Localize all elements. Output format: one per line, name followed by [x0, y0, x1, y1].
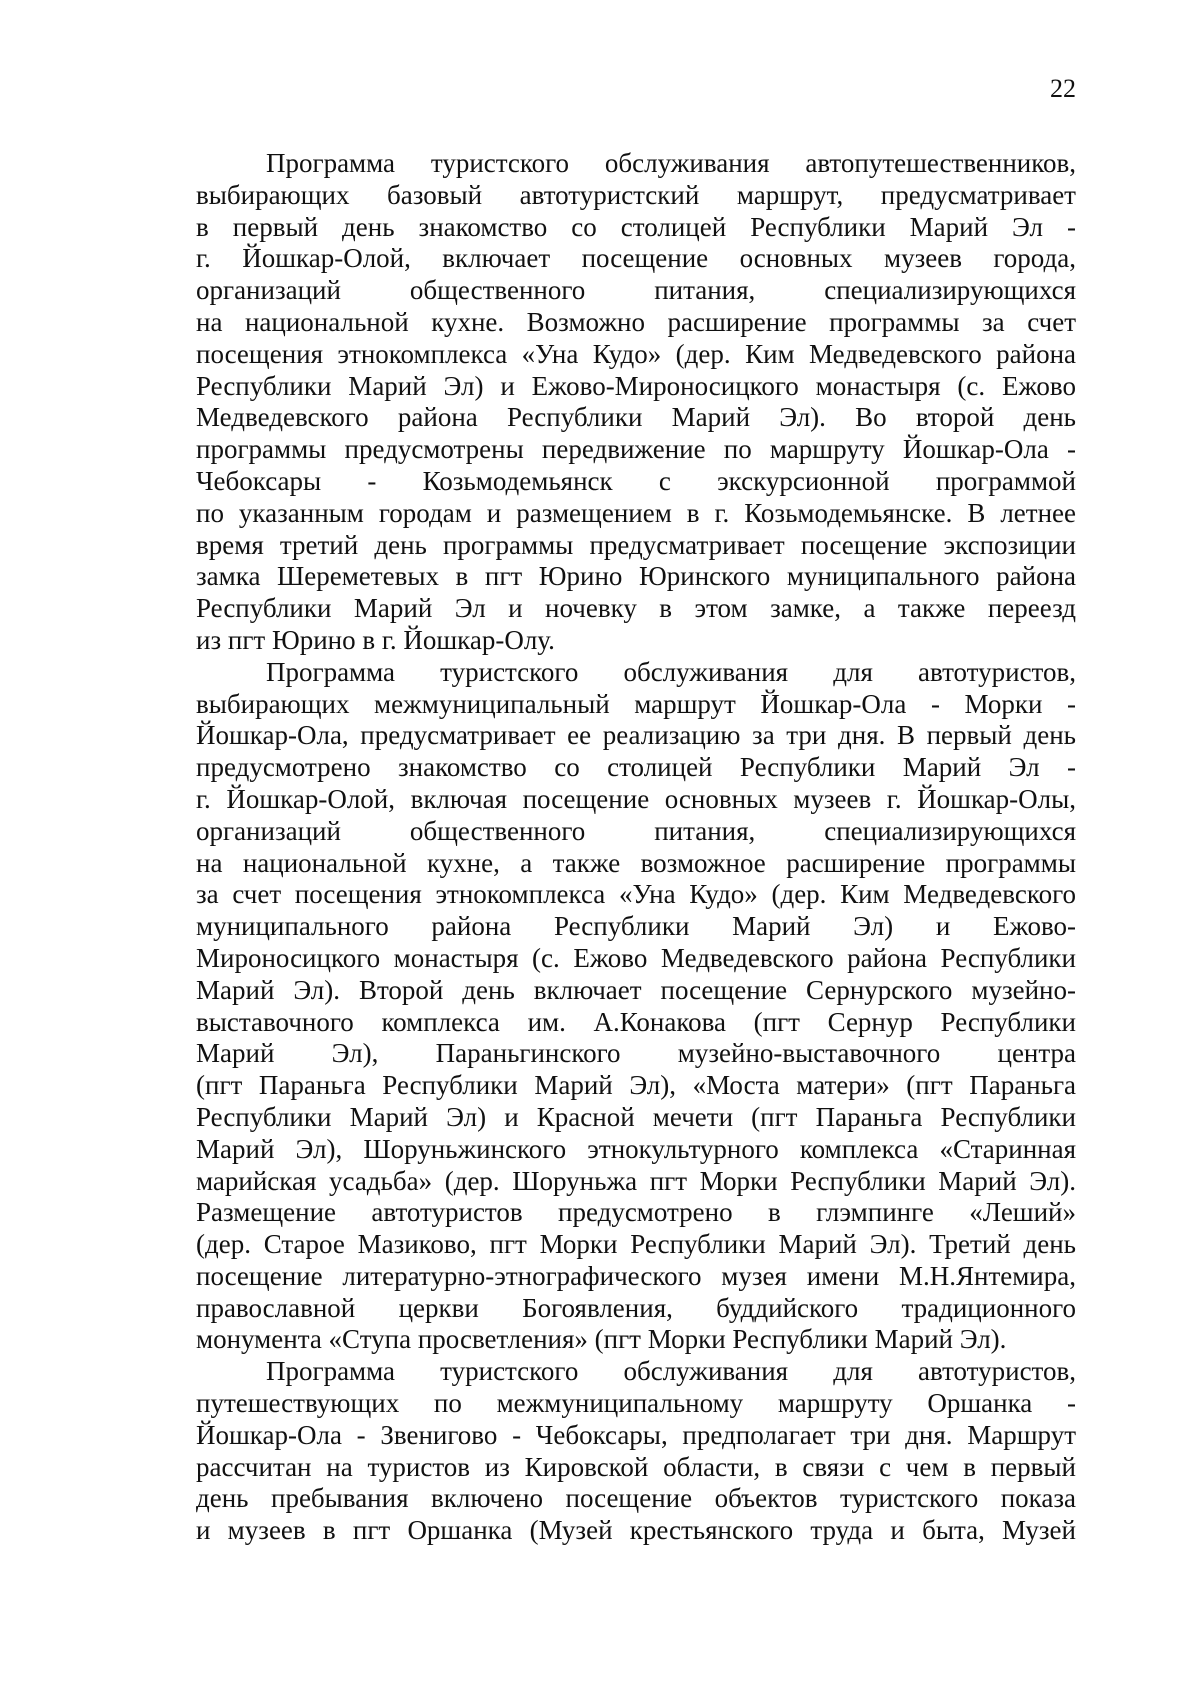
- text-line: Марий Эл), Шоруньжинского этнокультурного комплекса «Старинная: [196, 1133, 1076, 1164]
- text-line: замка Шереметевых в пгт Юрино Юринского муниципального района: [196, 561, 1076, 592]
- text-line: день пребывания включено посещение объектов туристского показа: [196, 1483, 1076, 1514]
- text-line: посещение литературно-этнографического музея имени М.Н.Янтемира,: [196, 1260, 1076, 1291]
- text-line: время третий день программы предусматривает посещение экспозиции: [196, 529, 1076, 560]
- text-line: Программа туристского обслуживания для автотуристов,: [266, 656, 1076, 687]
- text-line: Медведевского района Республики Марий Эл). Во второй день: [196, 402, 1076, 433]
- text-line: Республики Марий Эл и ночевку в этом замке, а также переезд: [196, 593, 1076, 624]
- text-line: Йошкар-Ола - Звенигово - Чебоксары, предполагает три дня. Маршрут: [196, 1419, 1076, 1450]
- text-line: (дер. Старое Мазиково, пгт Морки Республики Марий Эл). Третий день: [196, 1229, 1076, 1260]
- text-line: Республики Марий Эл) и Ежово-Мироносицкого монастыря (с. Ежово: [196, 370, 1076, 401]
- text-line: Республики Марий Эл) и Красной мечети (пгт Параньга Республики: [196, 1101, 1076, 1132]
- text-line: Чебоксары - Козьмодемьянск с экскурсионной программой: [196, 465, 1076, 496]
- document-body: [196, 148, 1076, 1547]
- text-line: православной церкви Богоявления, буддийского традиционного: [196, 1292, 1076, 1323]
- page-number: 22: [1050, 74, 1076, 103]
- text-line: Йошкар-Ола, предусматривает ее реализацию за три дня. В первый день: [196, 720, 1076, 751]
- text-line: Размещение автотуристов предусмотрено в глэмпинге «Леший»: [196, 1197, 1076, 1228]
- paragraph-3: [196, 1356, 1076, 1547]
- text-line: за счет посещения этнокомплекса «Уна Кудо» (дер. Ким Медведевского: [196, 879, 1076, 910]
- text-line: г. Йошкар-Олой, включает посещение основных музеев города,: [196, 243, 1076, 274]
- text-line: по указанным городам и размещением в г. Козьмодемьянске. В летнее: [196, 497, 1076, 528]
- text-line: выставочного комплекса им. А.Конакова (пгт Сернур Республики: [196, 1006, 1076, 1037]
- text-line: рассчитан на туристов из Кировской области, в связи с чем в первый: [196, 1451, 1076, 1482]
- text-line: Марий Эл). Второй день включает посещение Сернурского музейно-: [196, 974, 1076, 1005]
- paragraph-1: [196, 148, 1076, 657]
- text-line: программы предусмотрены передвижение по маршруту Йошкар-Ола -: [196, 434, 1076, 465]
- text-line: предусмотрено знакомство со столицей Республики Марий Эл -: [196, 752, 1076, 783]
- text-line: на национальной кухне. Возможно расширение программы за счет: [196, 306, 1076, 337]
- text-line: Мироносицкого монастыря (с. Ежово Медведевского района Республики: [196, 942, 1076, 973]
- text-line: (пгт Параньга Республики Марий Эл), «Моста матери» (пгт Параньга: [196, 1070, 1076, 1101]
- text-line: Программа туристского обслуживания для автотуристов,: [266, 1356, 1076, 1387]
- text-line: организаций общественного питания, специализирующихся: [196, 275, 1076, 306]
- text-line: путешествующих по межмуниципальному маршруту Оршанка -: [196, 1388, 1076, 1419]
- text-line: монумента «Ступа просветления» (пгт Морки Республики Марий Эл).: [196, 1324, 1007, 1355]
- paragraph-2: [196, 657, 1076, 1357]
- text-line: выбирающих базовый автотуристский маршрут, предусматривает: [196, 179, 1076, 210]
- text-line: выбирающих межмуниципальный маршрут Йошкар-Ола - Морки -: [196, 688, 1076, 719]
- text-line: и музеев в пгт Оршанка (Музей крестьянского труда и быта, Музей: [196, 1515, 1076, 1546]
- text-line: организаций общественного питания, специализирующихся: [196, 815, 1076, 846]
- text-line: Марий Эл), Параньгинского музейно-выставочного центра: [196, 1038, 1076, 1069]
- text-line: из пгт Юрино в г. Йошкар-Олу.: [196, 624, 555, 655]
- text-line: муниципального района Республики Марий Эл) и Ежово-: [196, 911, 1076, 942]
- text-line: г. Йошкар-Олой, включая посещение основных музеев г. Йошкар-Олы,: [196, 783, 1076, 814]
- text-line: на национальной кухне, а также возможное расширение программы: [196, 847, 1076, 878]
- text-line: марийская усадьба» (дер. Шоруньжа пгт Морки Республики Марий Эл).: [196, 1165, 1076, 1196]
- text-line: Программа туристского обслуживания автопутешественников,: [266, 148, 1076, 178]
- text-line: посещения этнокомплекса «Уна Кудо» (дер. Ким Медведевского района: [196, 338, 1076, 369]
- text-line: в первый день знакомство со столицей Республики Марий Эл -: [196, 211, 1076, 242]
